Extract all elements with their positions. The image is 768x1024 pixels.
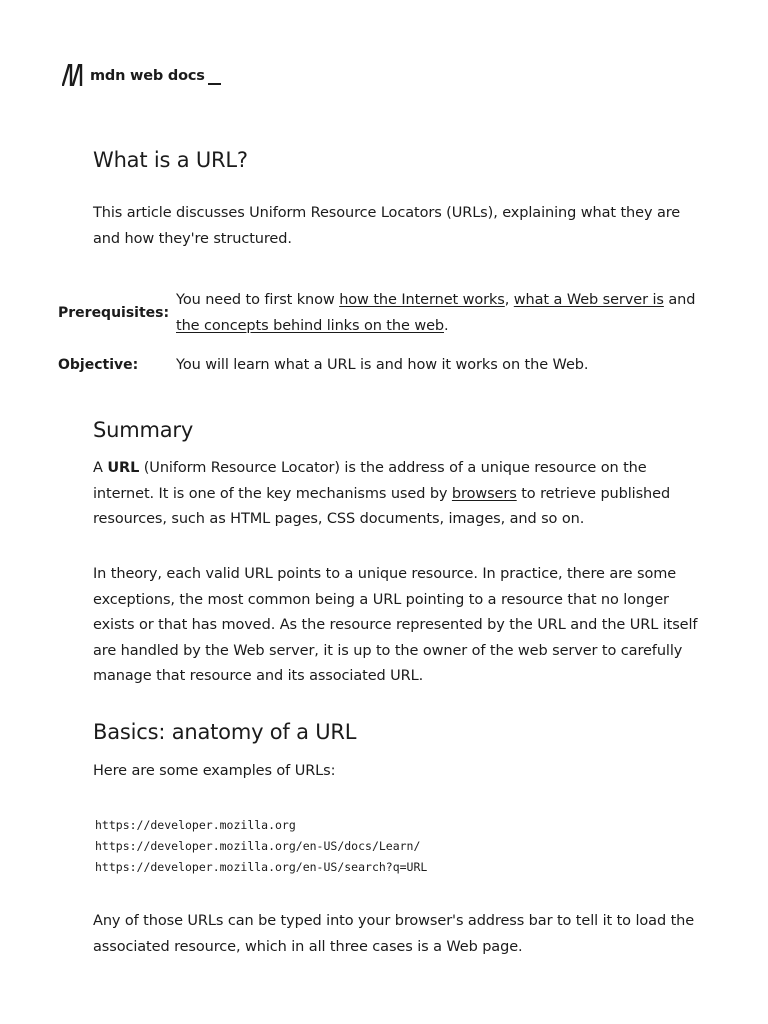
mdn-logo[interactable] [62, 62, 221, 86]
logo-cursor [208, 83, 221, 85]
summary-paragraph-2: In theory, each valid URL points to a unique resource. In practice, there are some exceptions, the most common being a URL pointing to a resource that no longer exists or that has moved. As the resource represented by the URL and the URL itself are handled by the Web server, it is up to the owner of the web server to carefully manage that resource and its associated URL. [93, 566, 698, 685]
summary-text: (Uniform Resource Locator) is the address of a unique resource on the internet. It is one of the key mechanisms used by [93, 460, 647, 502]
page-title: What is a URL? [93, 148, 248, 172]
url-example: https://developer.mozilla.org/en-US/search?q=URL [95, 860, 428, 874]
summary-url-term: URL [107, 460, 140, 476]
article-intro: This article discusses Uniform Resource Locators (URLs), explaining what they are and how they're structured. [93, 205, 681, 247]
summary-text: to retrieve published resources, such as HTML pages, CSS documents, images, and so on. [93, 485, 671, 528]
basics-heading: Basics: anatomy of a URL [93, 720, 357, 744]
prerequisites-sep: and [663, 292, 696, 308]
prerequisites-row [58, 288, 708, 339]
summary-text: A [93, 460, 108, 476]
link-browsers[interactable]: browsers [451, 485, 517, 502]
link-what-web-server[interactable]: what a Web server is [513, 292, 664, 308]
objective-label: Objective: [58, 357, 139, 374]
prerequisites-value [176, 288, 708, 339]
summary-paragraph-1 [93, 456, 703, 533]
logo-text: mdn web docs [90, 68, 205, 84]
prerequisites-sep: , [504, 292, 514, 308]
link-concepts-links[interactable]: the concepts behind links on the web [176, 317, 444, 334]
url-example: https://developer.mozilla.org [95, 818, 296, 832]
prerequisites-end: . [444, 317, 449, 334]
mdn-logo-icon [62, 64, 86, 86]
summary-heading: Summary [93, 418, 194, 442]
basics-after: Any of those URLs can be typed into your browser's address bar to tell it to load the associated resource, which in all three cases is a Web page. [93, 913, 695, 955]
url-examples-code [95, 815, 427, 878]
link-how-internet-works[interactable]: how the Internet works [339, 292, 505, 308]
prerequisites-text: You need to first know [176, 292, 340, 308]
basics-intro: Here are some examples of URLs: [93, 763, 336, 779]
objective-row [58, 353, 708, 379]
objective-value: You will learn what a URL is and how it works on the Web. [176, 357, 589, 374]
url-example: https://developer.mozilla.org/en-US/docs/Learn/ [95, 839, 421, 853]
prerequisites-label: Prerequisites: [58, 304, 170, 321]
prerequisites-table [58, 288, 708, 393]
